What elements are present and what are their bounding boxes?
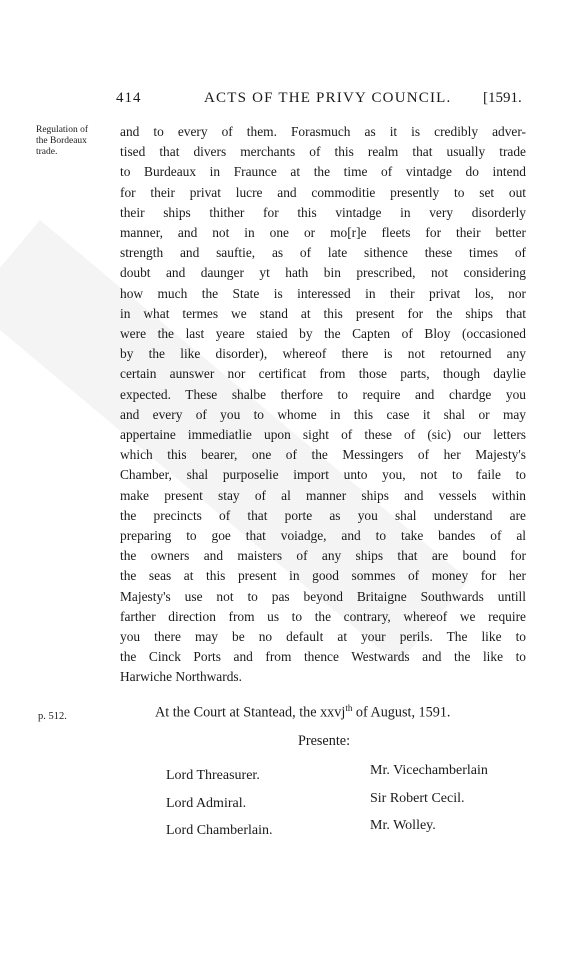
body-line: their ships thither for this vintadge in very disorderly <box>120 204 526 220</box>
attendee-name: Sir Robert Cecil. <box>370 790 465 806</box>
body-line: and to every of them. Forasmuch as it is credibly adver- <box>120 124 526 139</box>
body-line: Harwiche Northwards. <box>120 669 242 685</box>
court-heading-date: of August, 1591. <box>352 704 451 721</box>
attendees-left-column <box>166 762 273 845</box>
body-line: doubt and daunger yt hath bin prescribed, not considering <box>120 265 526 281</box>
margin-note-line: the Bordeaux <box>36 136 87 146</box>
running-year: [1591. <box>483 90 522 106</box>
running-title: ACTS OF THE PRIVY COUNCIL. <box>204 90 452 106</box>
page-reference-note: p. 512. <box>38 711 67 722</box>
body-line: for their privat lucre and commoditie presently to set out <box>120 184 526 200</box>
court-heading-superscript: th <box>345 703 353 713</box>
body-line: and every of you to whome in this case it shal or may <box>120 406 526 422</box>
body-line: the owners and maisters of any ships that are bound for <box>120 548 526 564</box>
margin-note <box>36 125 116 158</box>
body-line: the seas at this present in good sommes of money for her <box>120 568 526 584</box>
margin-note-line: Regulation of <box>36 125 88 135</box>
body-line: farther direction from us to the contrary, whereof we require <box>120 608 526 624</box>
margin-note-line: trade. <box>36 147 58 157</box>
body-line: you there may be no default at your perils. The like to <box>120 629 526 645</box>
page-number: 414 <box>116 90 142 106</box>
body-paragraph <box>120 122 526 688</box>
attendees-right-column <box>370 757 488 840</box>
court-heading <box>155 703 450 722</box>
body-line: strength and sauftie, as of late sithence these times of <box>120 245 526 261</box>
body-line: make present stay of al manner ships and vessels within <box>120 487 526 503</box>
page-header <box>0 90 567 112</box>
attendee-name: Mr. Wolley. <box>370 818 436 833</box>
presente-heading: Presente: <box>298 733 351 749</box>
attendee-name: Lord Threasurer. <box>166 768 260 783</box>
court-heading-text: At the Court at Stantead, the xxvj <box>155 704 346 721</box>
body-line: Chamber, shal purposelie import unto you, not to faile to <box>120 467 526 483</box>
body-line: the Cinck Ports and from thence Westwards and the like to <box>120 649 526 665</box>
body-line: expected. These shalbe therfore to require and chardge you <box>120 386 526 402</box>
body-line: certain aunswer nor certificat from those parts, though daylie <box>120 366 526 382</box>
body-line: Majesty's use not to pas beyond Britaigne Southwards untill <box>120 588 526 604</box>
body-line: appertaine immediatlie upon sight of these of (sic) our letters <box>120 427 526 443</box>
body-line: how much the State is interessed in their privat los, nor <box>120 285 526 301</box>
body-line: to Burdeaux in Fraunce at the time of vintadge do intend <box>120 164 526 180</box>
body-line: preparing to goe that voiadge, and to take bandes of al <box>120 528 526 544</box>
body-line: the precincts of that porte as you shal understand are <box>120 507 526 523</box>
body-line: were the last yeare staied by the Capten of Bloy (occasioned <box>120 326 526 342</box>
body-line: which this bearer, one of the Messingers of her Majesty's <box>120 447 526 463</box>
body-line: by the like disorder), whereof there is not retourned any <box>120 346 526 362</box>
body-line: tised that divers merchants of this realm that usually trade <box>120 144 526 160</box>
attendee-name: Mr. Vicechamberlain <box>370 763 488 778</box>
body-line: in what termes we stand at this present for the ships that <box>120 305 526 321</box>
body-line: manner, and not in one or mo[r]e fleets for their better <box>120 225 526 241</box>
attendee-name: Lord Admiral. <box>166 795 247 811</box>
attendee-name: Lord Chamberlain. <box>166 823 273 838</box>
